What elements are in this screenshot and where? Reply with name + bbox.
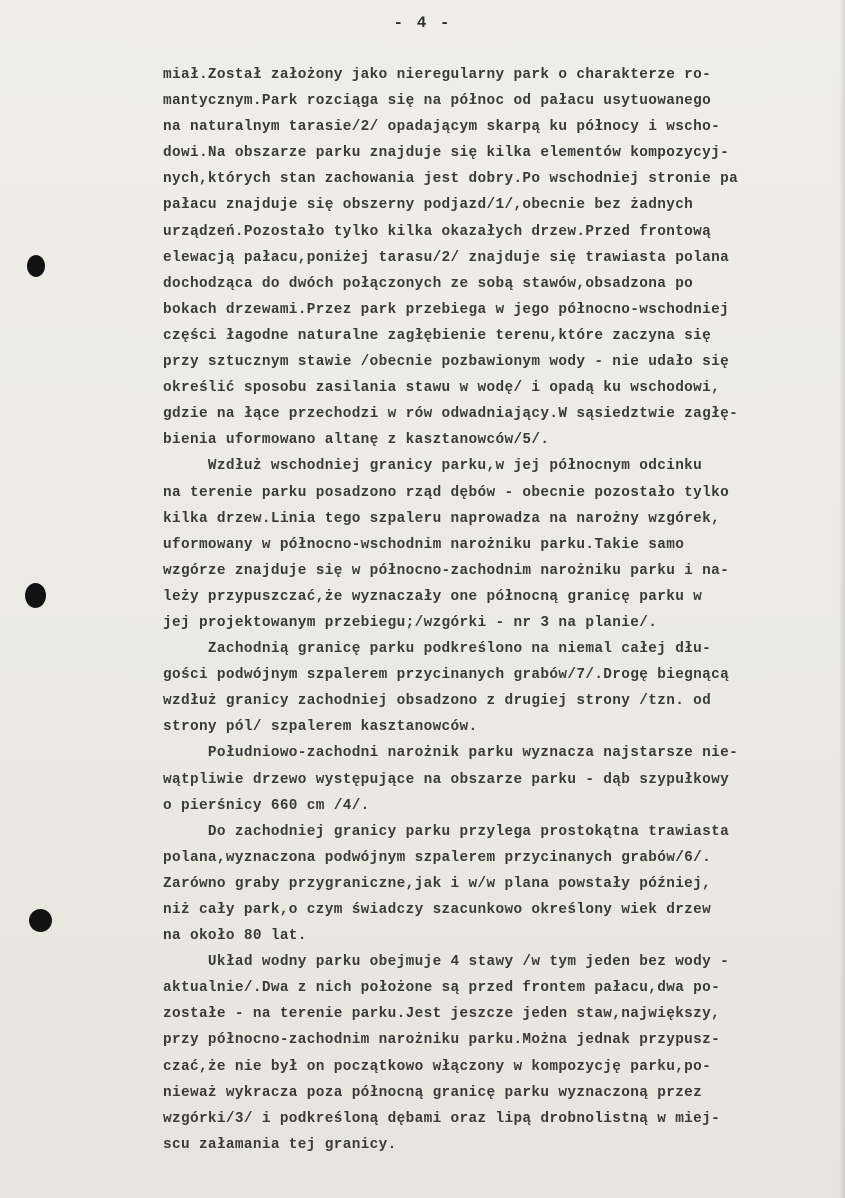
text-line: pałacu znajduje się obszerny podjazd/1/,obecnie bez żadnych bbox=[163, 197, 694, 214]
text-line: wzgórze znajduje się w północno-zachodnim narożniku parku i na- bbox=[163, 562, 730, 579]
page-number: - 4 - bbox=[393, 14, 452, 32]
text-line: zostałe - na terenie parku.Jest jeszcze jeden staw,największy, bbox=[163, 1006, 721, 1023]
text-line: nieważ wykracza poza północną granicę parku wyznaczoną przez bbox=[163, 1084, 703, 1101]
text-line: mantycznym.Park rozciąga się na północ od pałacu usytuowanego bbox=[163, 93, 712, 110]
text-line: dowi.Na obszarze parku znajduje się kilka elementów kompozycyj- bbox=[163, 145, 730, 162]
text-line: Układ wodny parku obejmuje 4 stawy /w tym jeden bez wody - bbox=[163, 954, 730, 971]
text-line: części łagodne naturalne zagłębienie terenu,które zaczyna się bbox=[163, 327, 712, 344]
text-line: na terenie parku posadzono rząd dębów - obecnie pozostało tylko bbox=[163, 484, 730, 501]
typed-body-text bbox=[163, 62, 843, 1158]
text-line: o pierśnicy 660 cm /4/. bbox=[163, 797, 370, 814]
text-line: dochodząca do dwóch połączonych ze sobą stawów,obsadzona po bbox=[163, 275, 694, 292]
text-line: na około 80 lat. bbox=[163, 928, 307, 945]
text-line: jej projektowanym przebiegu;/wzgórki - nr 3 na planie/. bbox=[163, 614, 658, 631]
text-line: aktualnie/.Dwa z nich położone są przed frontem pałacu,dwa po- bbox=[163, 980, 721, 997]
text-line: przy sztucznym stawie /obecnie pozbawionym wody - nie udało się bbox=[163, 354, 730, 371]
text-line: nych,których stan zachowania jest dobry.Po wschodniej stronie pa bbox=[163, 171, 739, 188]
punch-hole-2 bbox=[25, 583, 46, 608]
text-line: czać,że nie był on początkowo włączony w kompozycję parku,po- bbox=[163, 1058, 712, 1075]
text-line: miał.Został założony jako nieregularny park o charakterze ro- bbox=[163, 67, 712, 83]
text-line: bokach drzewami.Przez park przebiega w jego północno-wschodniej bbox=[163, 301, 730, 318]
text-line: uformowany w północno-wschodnim narożniku parku.Takie samo bbox=[163, 536, 685, 553]
text-line: wątpliwie drzewo występujące na obszarze parku - dąb szypułkowy bbox=[163, 771, 730, 788]
text-line: leży przypuszczać,że wyznaczały one północną granicę parku w bbox=[163, 588, 703, 605]
text-line: niż cały park,o czym świadczy szacunkowo określony wiek drzew bbox=[163, 902, 712, 918]
text-line: na naturalnym tarasie/2/ opadającym skarpą ku północy i wscho- bbox=[163, 119, 721, 136]
text-line: strony pól/ szpalerem kasztanowców. bbox=[163, 719, 478, 736]
text-line: określić sposobu zasilania stawu w wodę/ i opadą ku wschodowi, bbox=[163, 380, 721, 397]
text-line: Wzdłuż wschodniej granicy parku,w jej północnym odcinku bbox=[163, 458, 703, 475]
text-line: wzdłuż granicy zachodniej obsadzono z drugiej strony /tzn. od bbox=[163, 693, 712, 710]
text-line: Zachodnią granicę parku podkreślono na niemal całej dłu- bbox=[163, 641, 712, 658]
text-line: przy północno-zachodnim narożniku parku.Można jednak przypusz- bbox=[163, 1032, 721, 1049]
text-line: scu załamania tej granicy. bbox=[163, 1136, 397, 1153]
text-line: urządzeń.Pozostało tylko kilka okazałych drzew.Przed frontową bbox=[163, 223, 712, 240]
text-line: Zarówno graby przygraniczne,jak i w/w plana powstały później, bbox=[163, 875, 712, 892]
text-line: polana,wyznaczona podwójnym szpalerem przycinanych grabów/6/. bbox=[163, 849, 712, 866]
text-line: elewacją pałacu,poniżej tarasu/2/ znajduje się trawiasta polana bbox=[163, 249, 730, 266]
punch-hole-3 bbox=[29, 909, 52, 932]
text-line: Do zachodniej granicy parku przylega prostokątna trawiasta bbox=[163, 823, 730, 840]
punch-hole-1 bbox=[27, 255, 45, 277]
text-line: Południowo-zachodni narożnik parku wyznacza najstarsze nie- bbox=[163, 745, 739, 762]
text-line: wzgórki/3/ i podkreśloną dębami oraz lipą drobnolistną w miej- bbox=[163, 1110, 721, 1127]
text-line: kilka drzew.Linia tego szpaleru naprowadza na narożny wzgórek, bbox=[163, 510, 721, 527]
text-line: gdzie na łące przechodzi w rów odwadniający.W sąsiedztwie zagłę- bbox=[163, 406, 739, 423]
text-line: gości podwójnym szpalerem przycinanych grabów/7/.Drogę biegnącą bbox=[163, 667, 730, 684]
text-line: bienia uformowano altanę z kasztanowców/5/. bbox=[163, 432, 550, 449]
